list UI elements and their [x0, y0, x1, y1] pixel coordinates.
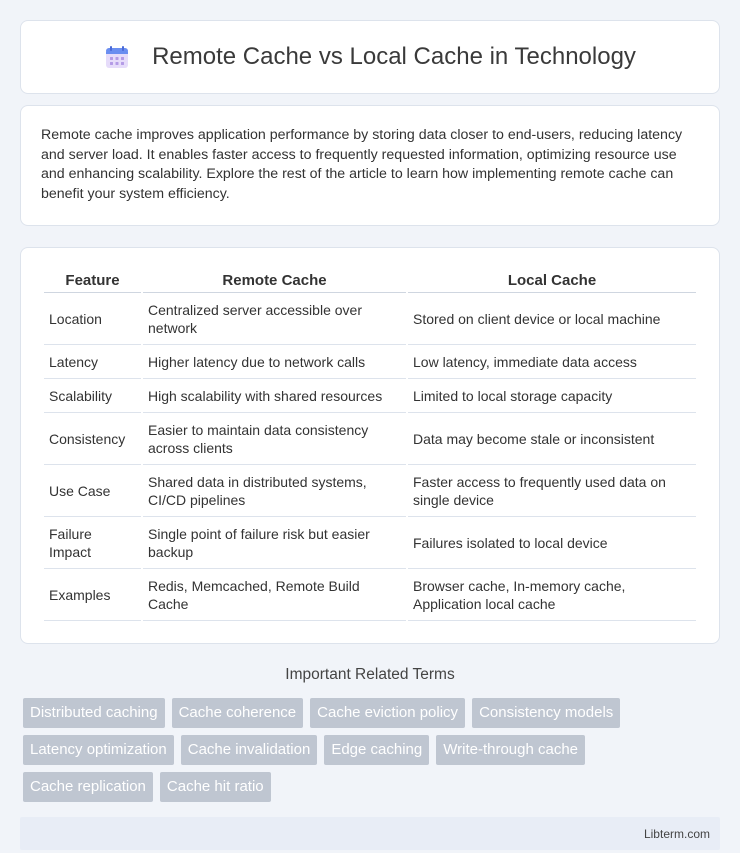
footer	[20, 817, 720, 850]
table-row	[44, 413, 696, 465]
calendar-icon	[104, 44, 130, 70]
intro-card	[20, 105, 720, 226]
cell-local: Stored on client device or local machine	[408, 293, 696, 345]
term-tag[interactable]: Cache hit ratio	[160, 772, 271, 802]
term-tag[interactable]: Cache eviction policy	[310, 698, 465, 728]
table-row	[44, 379, 696, 413]
cell-remote: Easier to maintain data consistency across clients	[143, 413, 406, 465]
term-tag[interactable]: Latency optimization	[23, 735, 174, 765]
table-row	[44, 465, 696, 517]
cell-remote: Higher latency due to network calls	[143, 345, 406, 379]
cell-feature: Consistency	[44, 413, 141, 465]
term-tag[interactable]: Edge caching	[324, 735, 429, 765]
table-row	[44, 569, 696, 621]
cell-feature: Failure Impact	[44, 517, 141, 569]
term-tag[interactable]: Distributed caching	[23, 698, 165, 728]
cell-local: Limited to local storage capacity	[408, 379, 696, 413]
header-card	[20, 20, 720, 94]
table-header-row	[44, 268, 696, 293]
cell-local: Browser cache, In-memory cache, Application local cache	[408, 569, 696, 621]
cell-remote: Shared data in distributed systems, CI/CD pipelines	[143, 465, 406, 517]
cell-remote: Single point of failure risk but easier backup	[143, 517, 406, 569]
table-row	[44, 293, 696, 345]
cell-feature: Location	[44, 293, 141, 345]
cell-local: Faster access to frequently used data on single device	[408, 465, 696, 517]
term-tag[interactable]: Cache invalidation	[181, 735, 318, 765]
table-row	[44, 345, 696, 379]
cell-remote: Redis, Memcached, Remote Build Cache	[143, 569, 406, 621]
header-local-cache: Local Cache	[408, 268, 696, 293]
cell-feature: Examples	[44, 569, 141, 621]
term-tag[interactable]: Consistency models	[472, 698, 620, 728]
cell-local: Failures isolated to local device	[408, 517, 696, 569]
page-title: Remote Cache vs Local Cache in Technology	[152, 43, 636, 70]
comparison-card	[20, 247, 720, 644]
term-tag[interactable]: Cache coherence	[172, 698, 304, 728]
term-tag[interactable]: Write-through cache	[436, 735, 585, 765]
cell-remote: High scalability with shared resources	[143, 379, 406, 413]
cell-feature: Use Case	[44, 465, 141, 517]
header-remote-cache: Remote Cache	[143, 268, 406, 293]
footer-site-link[interactable]: Libterm.com	[643, 826, 710, 841]
header-feature: Feature	[44, 268, 141, 293]
cell-remote: Centralized server accessible over network	[143, 293, 406, 345]
intro-text: Remote cache improves application performance by storing data closer to end-users, reducing latency and server load. It enables faster access to frequently requested information, optimizing resource use and enhancing scalability. Explore the rest of the article to learn how implementing remote cache can benefit your system efficiency.	[41, 127, 683, 202]
comparison-table	[42, 268, 698, 621]
cell-local: Data may become stale or inconsistent	[408, 413, 696, 465]
table-row	[44, 517, 696, 569]
related-terms-list	[20, 698, 720, 802]
cell-local: Low latency, immediate data access	[408, 345, 696, 379]
related-terms-title: Important Related Terms	[285, 666, 455, 683]
cell-feature: Latency	[44, 345, 141, 379]
cell-feature: Scalability	[44, 379, 141, 413]
term-tag[interactable]: Cache replication	[23, 772, 153, 802]
